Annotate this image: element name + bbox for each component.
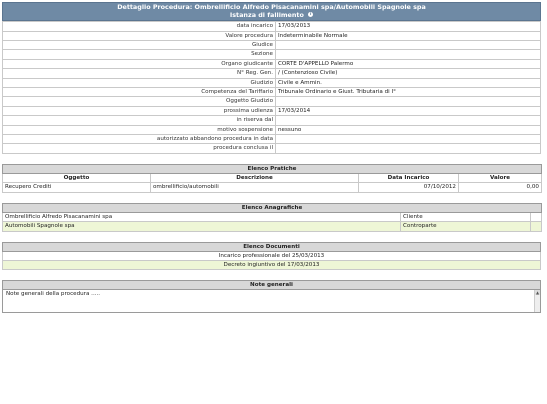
detail-value: / (Contenzioso Civile) bbox=[276, 69, 541, 78]
pratiche-title: Elenco Pratiche bbox=[3, 164, 542, 173]
detail-label: Competenza del Tariffario bbox=[3, 88, 276, 97]
table-row[interactable] bbox=[3, 260, 541, 269]
detail-row bbox=[3, 69, 541, 78]
detail-value bbox=[276, 97, 541, 106]
pratiche-table bbox=[2, 164, 542, 193]
anagrafica-action[interactable] bbox=[531, 212, 542, 221]
pratica-oggetto[interactable]: Recupero Crediti bbox=[3, 183, 151, 192]
procedure-title: Dettaglio Procedura: Ombrellificio Alfredo Pisacanamini spa/Automobili Spagnole spa bbox=[117, 3, 426, 11]
notes-text[interactable]: Note generali della procedura ..... bbox=[6, 291, 101, 298]
detail-label: Organo giudicante bbox=[3, 59, 276, 68]
table-row[interactable] bbox=[3, 212, 542, 221]
scroll-up-icon[interactable]: ▲ bbox=[535, 290, 540, 296]
documenti-title: Elenco Documenti bbox=[3, 242, 541, 251]
detail-label: in riserva dal bbox=[3, 116, 276, 125]
info-icon[interactable]: i bbox=[309, 12, 312, 18]
detail-row bbox=[3, 59, 541, 68]
detail-row bbox=[3, 144, 541, 153]
detail-row bbox=[3, 116, 541, 125]
detail-value bbox=[276, 116, 541, 125]
detail-label: Giudice bbox=[3, 41, 276, 50]
detail-row bbox=[3, 31, 541, 40]
anagrafica-role: Cliente bbox=[401, 212, 531, 221]
detail-row bbox=[3, 106, 541, 115]
detail-value: nessuno bbox=[276, 125, 541, 134]
detail-label: Giudizio bbox=[3, 78, 276, 87]
documento-item[interactable]: Decreto ingiuntivo del 17/03/2013 bbox=[3, 260, 541, 269]
details-table bbox=[2, 21, 541, 154]
documento-item[interactable]: Incarico professionale del 25/03/2013 bbox=[3, 251, 541, 260]
detail-label: motivo sospensione bbox=[3, 125, 276, 134]
anagrafica-name[interactable]: Automobili Spagnole spa bbox=[3, 222, 401, 231]
detail-row bbox=[3, 22, 541, 31]
detail-row bbox=[3, 78, 541, 87]
anagrafica-name[interactable]: Ombrellificio Alfredo Pisacanamini spa bbox=[3, 212, 401, 221]
detail-row bbox=[3, 135, 541, 144]
detail-label: prossima udienza bbox=[3, 106, 276, 115]
detail-value: 17/03/2014 bbox=[276, 106, 541, 115]
detail-row bbox=[3, 97, 541, 106]
detail-value: Tribunale Ordinario e Giust. Tributaria di I° bbox=[276, 88, 541, 97]
table-row[interactable] bbox=[3, 251, 541, 260]
detail-value: CORTE D'APPELLO Palermo bbox=[276, 59, 541, 68]
anagrafica-role: Controparte bbox=[401, 222, 531, 231]
notes-textarea[interactable] bbox=[2, 290, 541, 313]
detail-label: N° Reg. Gen. bbox=[3, 69, 276, 78]
procedure-header bbox=[2, 2, 541, 21]
detail-row bbox=[3, 88, 541, 97]
detail-label: procedura conclusa il bbox=[3, 144, 276, 153]
pratica-data: 07/10/2012 bbox=[359, 183, 459, 192]
anagrafiche-table bbox=[2, 203, 542, 232]
procedure-subtitle: Istanza di fallimento bbox=[229, 10, 304, 19]
notes-scrollbar[interactable] bbox=[534, 290, 540, 312]
pratica-valore: 0,00 bbox=[459, 183, 542, 192]
table-row[interactable] bbox=[3, 183, 542, 192]
detail-value bbox=[276, 50, 541, 59]
col-descrizione: Descrizione bbox=[151, 173, 359, 182]
detail-row bbox=[3, 41, 541, 50]
col-oggetto: Oggetto bbox=[3, 173, 151, 182]
detail-value: 17/03/2013 bbox=[276, 22, 541, 31]
anagrafica-action[interactable] bbox=[531, 222, 542, 231]
detail-row bbox=[3, 125, 541, 134]
anagrafiche-title: Elenco Anagrafiche bbox=[3, 203, 542, 212]
detail-label: data incarico bbox=[3, 22, 276, 31]
col-data-incarico: Data Incarico bbox=[359, 173, 459, 182]
detail-row bbox=[3, 50, 541, 59]
detail-value bbox=[276, 41, 541, 50]
pratica-descrizione: ombrellificio/automobili bbox=[151, 183, 359, 192]
col-valore: Valore bbox=[459, 173, 542, 182]
detail-label: Sezione bbox=[3, 50, 276, 59]
procedure-detail-page bbox=[2, 2, 541, 313]
detail-label: Oggetto Giudizio bbox=[3, 97, 276, 106]
detail-value bbox=[276, 135, 541, 144]
detail-value: Civile e Ammin. bbox=[276, 78, 541, 87]
documenti-table bbox=[2, 242, 541, 271]
detail-value bbox=[276, 144, 541, 153]
note-title: Note generali bbox=[3, 281, 541, 290]
detail-label: Valore procedura bbox=[3, 31, 276, 40]
table-row[interactable] bbox=[3, 222, 542, 231]
detail-value: Indeterminabile Normale bbox=[276, 31, 541, 40]
detail-label: autorizzato abbandono procedura in data bbox=[3, 135, 276, 144]
note-table bbox=[2, 280, 541, 290]
